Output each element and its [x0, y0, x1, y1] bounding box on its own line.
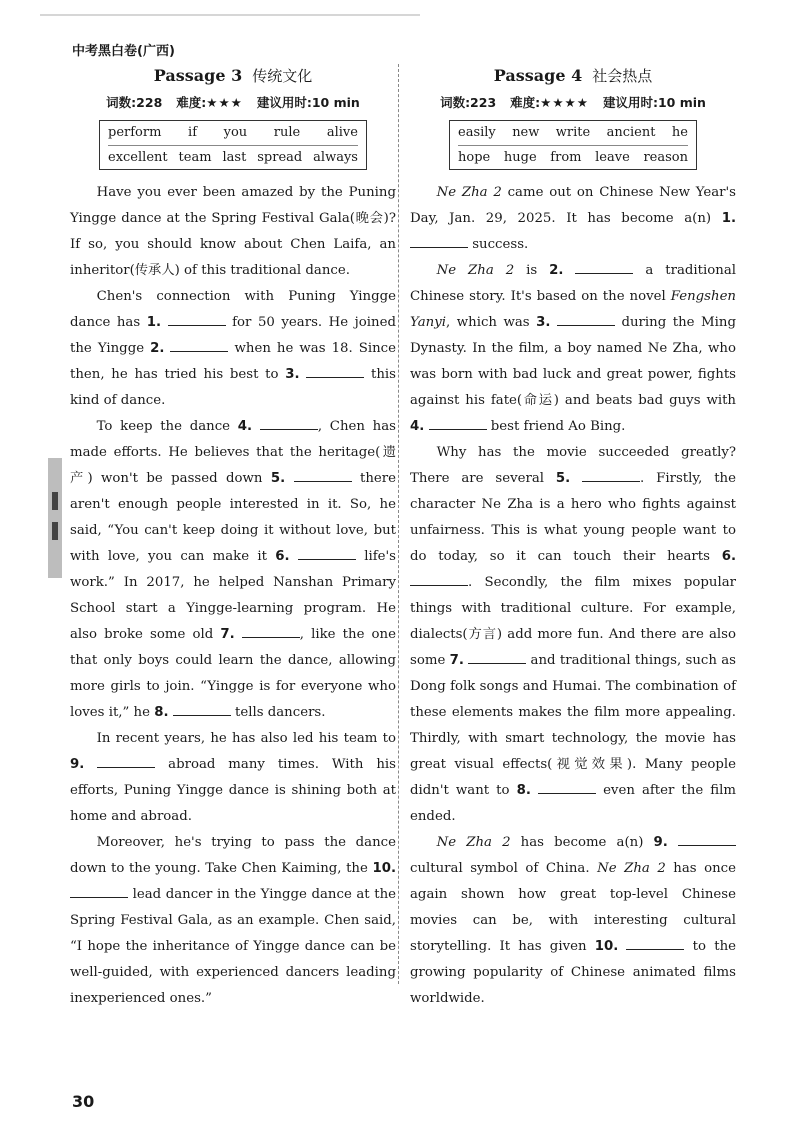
paragraph	[70, 180, 396, 284]
paragraph-text: even after the film ended.	[410, 783, 736, 824]
word-bank-word: last	[222, 150, 247, 165]
passage-3-subtitle: 传统文化	[252, 67, 313, 85]
paragraph	[410, 180, 736, 258]
word-bank-row	[108, 145, 358, 170]
word-bank-word: from	[550, 150, 582, 165]
answer-blank[interactable]	[582, 467, 640, 482]
blank-number: 9.	[70, 757, 85, 772]
paragraph-text: has once again shown how great top-level Chinese movies can be, with interesting cultural storytelling. It has given	[410, 861, 736, 954]
blank-number: 2.	[150, 341, 165, 356]
passage-4-text	[410, 180, 736, 1012]
word-bank-word: easily	[458, 125, 496, 140]
word-bank-word: team	[178, 150, 212, 165]
paragraph-text: Moreover, he's trying to pass the dance down to the young. Take Chen Kaiming, the	[70, 835, 396, 876]
blank-number: 6.	[721, 549, 736, 564]
difficulty-label: 难度:	[510, 95, 541, 110]
word-bank-word: alive	[326, 125, 358, 140]
passage-4-title	[410, 64, 736, 88]
paragraph-text: , which was	[446, 315, 537, 330]
word-bank-word: new	[512, 125, 540, 140]
passage-3-meta	[70, 94, 396, 112]
paragraph-text: life's work.” In 2017, he helped Nanshan Primary School start a Yingge-learning program. He also broke some old	[70, 549, 396, 642]
italic-title: Ne Zha 2	[597, 861, 666, 876]
paragraph-text: came out on Chinese New Year's Day, Jan. 29, 2025. It has become a(n)	[410, 185, 737, 226]
answer-blank[interactable]	[168, 311, 226, 326]
word-bank-row	[108, 121, 358, 145]
answer-blank[interactable]	[678, 831, 736, 846]
answer-blank[interactable]	[626, 935, 684, 950]
paragraph-text: there aren't enough people interested in it. So, he said, “You can't keep doing it without love, but with love, you can make it	[70, 471, 396, 564]
page-number: 30	[72, 1092, 95, 1111]
side-tab-mark	[52, 492, 58, 510]
paragraph-text: Have you ever been amazed by the Puning Yingge dance at the Spring Festival Gala(晚会)? If so, you should know about Chen Laifa, an inheritor(传承人) of this traditional dance.	[70, 185, 396, 278]
blank-number: 3.	[536, 315, 551, 330]
answer-blank[interactable]	[260, 415, 318, 430]
paragraph-text: success.	[468, 237, 529, 252]
paragraph-text: this kind of dance.	[70, 367, 397, 408]
word-bank-word: write	[555, 125, 591, 140]
paragraph-text: is	[514, 263, 550, 278]
word-bank-row	[458, 121, 688, 145]
blank-number: 3.	[285, 367, 300, 382]
answer-blank[interactable]	[557, 311, 615, 326]
difficulty-stars: ★★★★	[540, 95, 589, 110]
paragraph-text: Why has the movie succeeded greatly? There are several	[410, 445, 736, 486]
word-bank-word: he	[671, 125, 688, 140]
word-bank-word: leave	[595, 150, 630, 165]
paragraph-text: tells dancers.	[230, 705, 326, 720]
word-bank-word: you	[223, 125, 248, 140]
paragraph-text: . Firstly, the character Ne Zha is a hero who fights against unfairness. This is what young people want to do today, so it can touch their hearts	[410, 471, 736, 564]
paragraph-text: Chen's connection with Puning Yingge dance has	[70, 289, 396, 330]
answer-blank[interactable]	[97, 753, 155, 768]
word-bank-word: always	[313, 150, 358, 165]
suggested-time: 建议用时:10 min	[602, 95, 706, 110]
italic-title: Ne Zha 2	[436, 835, 511, 850]
side-tab	[48, 458, 62, 578]
side-tab-mark	[52, 522, 58, 540]
paragraph-text: lead dancer in the Yingge dance at the Spring Festival Gala, as an example. Chen said, “I hope the inheritance of Yingge dance can be well-guided, with experienced dancers leading inexperienced ones.”	[70, 887, 396, 1006]
word-bank-word: spread	[257, 150, 303, 165]
passage-3-name: Passage 3	[153, 66, 243, 85]
word-bank-word: hope	[458, 150, 491, 165]
answer-blank[interactable]	[173, 701, 231, 716]
italic-title: Ne Zha 2	[436, 185, 502, 200]
paragraph-text: In recent years, he has also led his team to	[96, 731, 396, 746]
italic-title: Fengshen Yanyi	[410, 289, 736, 330]
paragraph-text: To keep the dance	[96, 419, 238, 434]
word-bank-word: if	[188, 125, 198, 140]
paragraph-text: when he was 18. Since then, he has tried his best to	[70, 341, 396, 382]
passage-3-word-bank	[99, 120, 367, 170]
paragraph-text: a traditional Chinese story. It's based on the novel	[410, 263, 736, 304]
passage-4-subtitle: 社会热点	[592, 67, 653, 85]
word-bank-word: rule	[273, 125, 301, 140]
column-divider	[398, 64, 399, 984]
blank-number: 7.	[449, 653, 464, 668]
answer-blank[interactable]	[294, 467, 352, 482]
answer-blank[interactable]	[468, 649, 526, 664]
passage-4-word-bank	[449, 120, 697, 170]
blank-number: 5.	[555, 471, 571, 486]
paragraph	[70, 830, 396, 1012]
word-bank-word: huge	[503, 150, 537, 165]
suggested-time: 建议用时:10 min	[256, 95, 360, 110]
paragraph-text: has become a(n)	[510, 835, 654, 850]
blank-number: 1.	[146, 315, 162, 330]
blank-number: 4.	[410, 419, 425, 434]
italic-title: Ne Zha 2	[436, 263, 515, 278]
passage-4	[410, 64, 736, 1012]
difficulty-stars: ★★★	[206, 95, 243, 110]
paragraph	[70, 414, 396, 726]
answer-blank[interactable]	[410, 233, 468, 248]
blank-number: 7.	[220, 627, 235, 642]
word-bank-word: reason	[643, 150, 688, 165]
paragraph-text: cultural symbol of China.	[410, 861, 598, 876]
blank-number: 4.	[237, 419, 253, 434]
paragraph	[410, 830, 736, 1012]
paragraph-text: . Secondly, the film mixes popular things with traditional culture. For example, dialects(方言) add more fun. And there are also some	[410, 575, 736, 668]
word-count: 词数:223	[440, 95, 497, 110]
blank-number: 6.	[275, 549, 290, 564]
answer-blank[interactable]	[306, 363, 364, 378]
blank-number: 2.	[549, 263, 564, 278]
blank-number: 9.	[653, 835, 668, 850]
top-rule	[40, 14, 420, 16]
paragraph-text: and traditional things, such as Dong folk songs and Humai. The combination of these elements makes the film more appealing. Thirdly, with smart technology, the movie has great visual effects(视觉效果). Many people didn't want to	[410, 653, 736, 798]
blank-number: 1.	[721, 211, 736, 226]
paragraph	[70, 284, 396, 414]
passage-4-meta	[410, 94, 736, 112]
paragraph-text: , Chen has made efforts. He believes that the heritage(遗产) won't be passed down	[70, 419, 396, 486]
answer-blank[interactable]	[242, 623, 300, 638]
answer-blank[interactable]	[410, 571, 468, 586]
difficulty-label: 难度:	[176, 95, 207, 110]
answer-blank[interactable]	[298, 545, 356, 560]
paragraph-text: to the growing popularity of Chinese animated films worldwide.	[410, 939, 736, 1006]
paragraph-text: abroad many times. With his efforts, Puning Yingge dance is shining both at home and abroad.	[70, 757, 397, 824]
passage-3-title	[70, 64, 396, 88]
answer-blank[interactable]	[70, 883, 128, 898]
answer-blank[interactable]	[170, 337, 228, 352]
paragraph	[70, 726, 396, 830]
answer-blank[interactable]	[429, 415, 487, 430]
answer-blank[interactable]	[538, 779, 596, 794]
passage-4-name: Passage 4	[493, 66, 583, 85]
blank-number: 8.	[516, 783, 531, 798]
word-bank-word: perform	[108, 125, 162, 140]
word-bank-word: ancient	[606, 125, 656, 140]
answer-blank[interactable]	[575, 259, 633, 274]
blank-number: 5.	[270, 471, 286, 486]
blank-number: 10.	[372, 861, 396, 876]
word-bank-row	[458, 145, 688, 170]
book-label: 中考黑白卷(广西)	[72, 44, 175, 59]
paragraph-text: during the Ming Dynasty. In the film, a boy named Ne Zha, who was born with bad luck and great power, fights against his fate(命运) and beats bad guys with	[410, 315, 736, 408]
paragraph	[410, 258, 736, 440]
word-bank-word: excellent	[108, 150, 168, 165]
paragraph-text: best friend Ao Bing.	[486, 419, 626, 434]
paragraph	[410, 440, 736, 830]
passage-3-text	[70, 180, 396, 1012]
blank-number: 10.	[594, 939, 619, 954]
word-count: 词数:228	[106, 95, 163, 110]
passage-3	[70, 64, 396, 1012]
paragraph-text: for 50 years. He joined the Yingge	[70, 315, 396, 356]
blank-number: 8.	[154, 705, 169, 720]
paragraph-text: , like the one that only boys could learn the dance, allowing more girls to join. “Yingge is for everyone who loves it,” he	[70, 627, 396, 720]
